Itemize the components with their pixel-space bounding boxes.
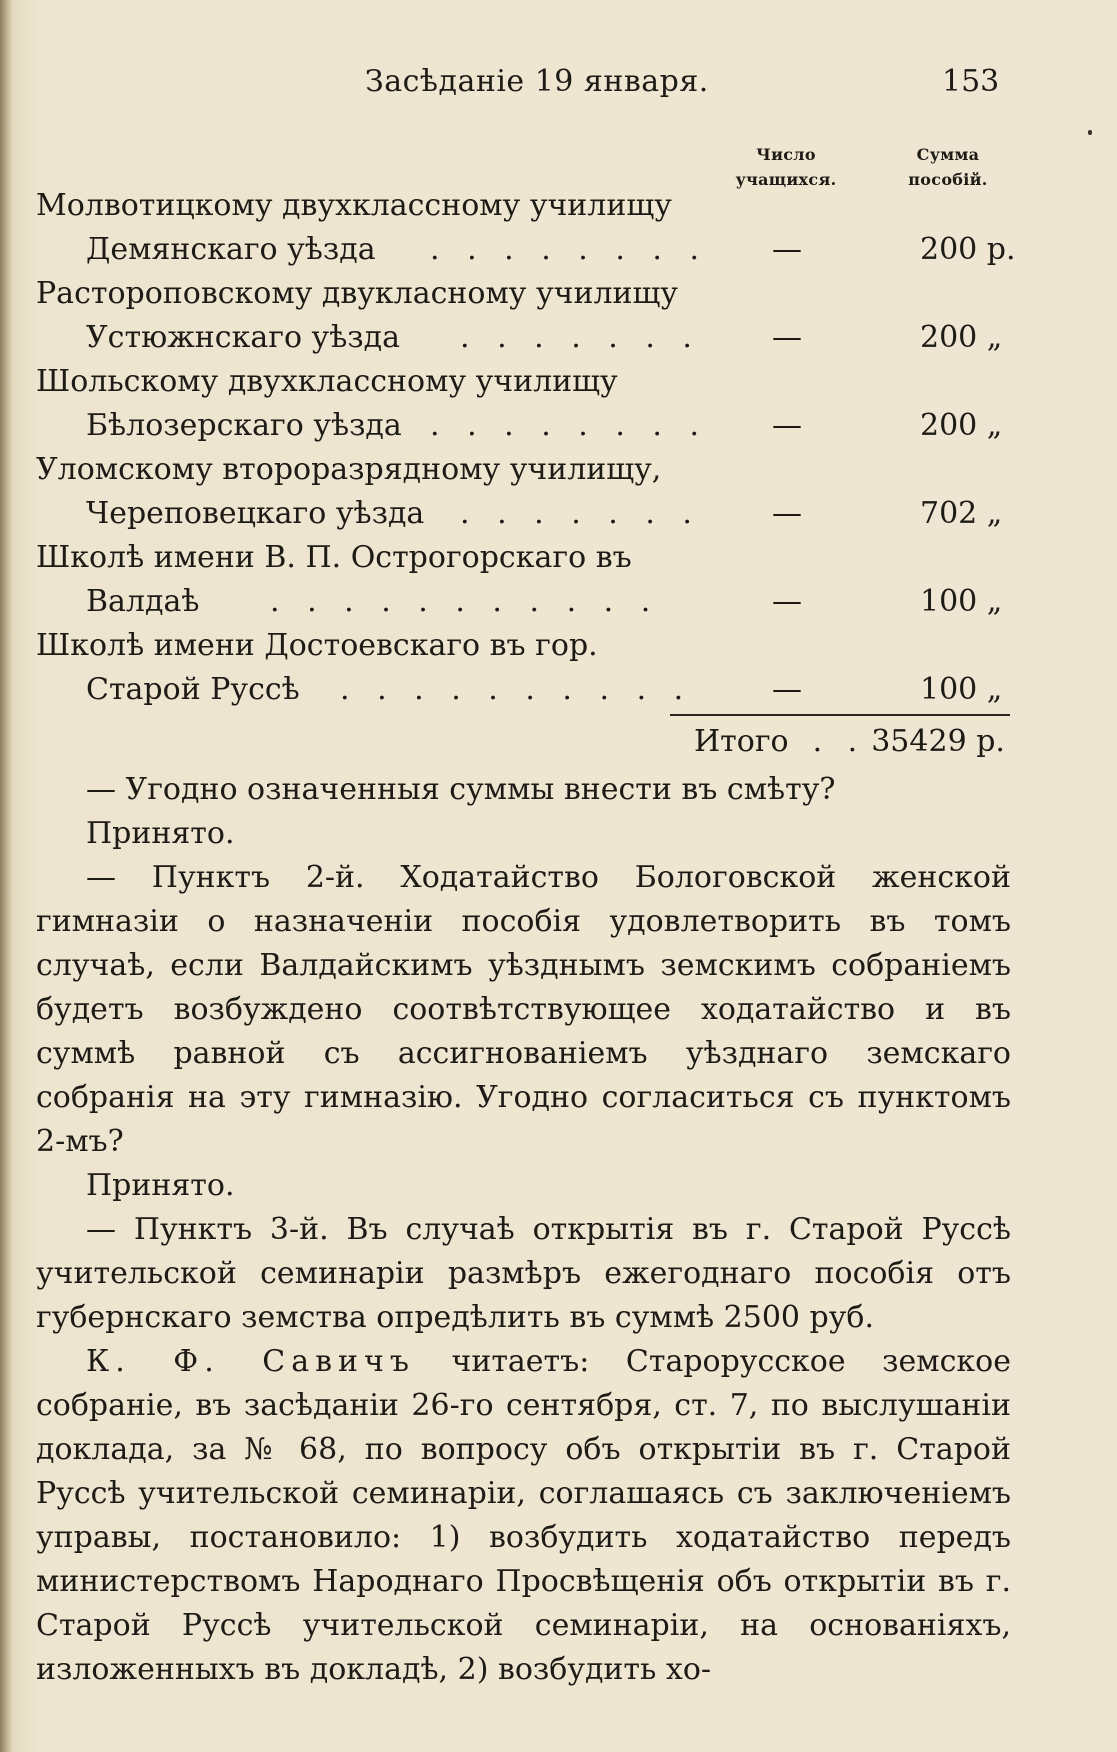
entry-students: —	[772, 672, 802, 707]
entry-district-name: Череповецкаго уѣзда	[86, 496, 425, 531]
entry-school-name: Уломскому второразрядному училищу,	[36, 452, 662, 487]
entry-line-2	[0, 320, 1117, 364]
leader-dots: . . . . . . . .	[430, 232, 709, 267]
entry-amount: 100 „	[920, 584, 1003, 619]
entry-line-2	[0, 672, 1117, 716]
leader-dots: . . . . . . . . . . .	[270, 584, 660, 619]
amount-column-header	[888, 142, 1008, 192]
entry-district-name: Старой Руссѣ	[86, 672, 300, 707]
entry-amount: 200 „	[920, 320, 1003, 355]
entry-school-name: Молвотицкому двухклассному училищу	[36, 188, 672, 223]
total-line	[694, 724, 1005, 759]
students-header-line2: учащихся.	[735, 170, 837, 189]
paragraph-point-3: — Пунктъ 3-й. Въ случаѣ открытія въ г. Старой Руссѣ учительской семинаріи размѣръ ежегоднаго пособія отъ губернскаго земства опредѣлить въ суммѣ 2500 руб.	[36, 1212, 1011, 1335]
entry-line-2	[0, 408, 1117, 452]
paragraph-point-2: — Пунктъ 2-й. Ходатайство Бологовской женской гимназіи о назначеніи пособія удовлетворить въ томъ случаѣ, если Валдайскимъ уѣзднымъ земскимъ собраніемъ будетъ возбуждено соотвѣтствующее ходатайство и въ суммѣ равной съ ассигнованіемъ уѣзднаго земскаго собранія на эту гимназію. Угодно согласиться съ пунктомъ 2-мъ?	[36, 860, 1011, 1159]
entry-district-name: Бѣлозерскаго уѣзда	[86, 408, 402, 443]
entry-students: —	[772, 232, 802, 267]
running-header	[0, 64, 1117, 108]
paragraph-savich	[36, 1340, 1011, 1692]
page-number: 153	[942, 64, 1000, 99]
entry-district-name: Валдаѣ	[86, 584, 200, 619]
ink-speck	[1088, 130, 1092, 135]
amount-header-line1: Сумма	[916, 145, 980, 164]
allocation-list	[0, 188, 1117, 716]
paragraph-accepted: Принято.	[86, 1168, 235, 1203]
entry-line-2	[0, 232, 1117, 276]
entry-students: —	[772, 408, 802, 443]
entry-line-1	[0, 628, 1117, 672]
total-rule	[670, 714, 1010, 716]
entry-district-name: Устюжнскаго уѣзда	[86, 320, 401, 355]
entry-school-name: Шольскому двухклассному училищу	[36, 364, 618, 399]
entry-line-2	[0, 584, 1117, 628]
entry-line-1	[0, 188, 1117, 232]
paragraph-accepted: Принято.	[86, 816, 235, 851]
paragraph-question: — Угодно означенныя суммы внести въ смѣту?	[86, 772, 836, 807]
students-column-header	[716, 142, 856, 192]
amount-header-line2: пособій.	[908, 170, 988, 189]
leader-dots: . . . . . . .	[460, 320, 701, 355]
entry-amount: 702 „	[920, 496, 1003, 531]
entry-school-name: Растороповскому двукласному училищу	[36, 276, 679, 311]
running-title: Засѣданіе 19 января.	[365, 64, 709, 99]
entry-line-1	[0, 276, 1117, 320]
entry-amount: 200 р.	[920, 232, 1016, 267]
body-text	[36, 768, 1011, 1692]
entry-students: —	[772, 584, 802, 619]
entry-amount: 200 „	[920, 408, 1003, 443]
entry-district-name: Демянскаго уѣзда	[86, 232, 376, 267]
leader-dots: . . . . . . . .	[430, 408, 709, 443]
entry-amount: 100 „	[920, 672, 1003, 707]
entry-line-1	[0, 452, 1117, 496]
entry-line-1	[0, 540, 1117, 584]
students-header-line1: Число	[756, 145, 816, 164]
entry-line-2	[0, 496, 1117, 540]
total-amount: 35429 р.	[871, 724, 1005, 759]
entry-students: —	[772, 496, 802, 531]
total-dots: . .	[812, 724, 866, 759]
speaker-text: читаетъ: Старорусское земское собраніе, въ засѣданіи 26-го сентября, ст. 7, по выслушаніи доклада, за № 68, по вопросу объ открытіи въ г. Старой Руссѣ учительской семинаріи, соглашаясь съ заключеніемъ управы, постановило: 1) возбудить ходатайство передъ министерствомъ Народнаго Просвѣщенія объ открытіи въ г. Старой Руссѣ учительской семинаріи, на основаніяхъ, изложенныхъ въ докладѣ, 2) возбудить хо-	[36, 1344, 1011, 1687]
leader-dots: . . . . . . .	[460, 496, 701, 531]
total-label: Итого	[694, 724, 789, 759]
entry-school-name: Школѣ имени Достоевскаго въ гор.	[36, 628, 598, 663]
entry-students: —	[772, 320, 802, 355]
leader-dots: . . . . . . . . . .	[340, 672, 693, 707]
entry-school-name: Школѣ имени В. П. Острогорскаго въ	[36, 540, 632, 575]
speaker-name: К. Ф. Савичъ	[86, 1344, 415, 1379]
entry-line-1	[0, 364, 1117, 408]
